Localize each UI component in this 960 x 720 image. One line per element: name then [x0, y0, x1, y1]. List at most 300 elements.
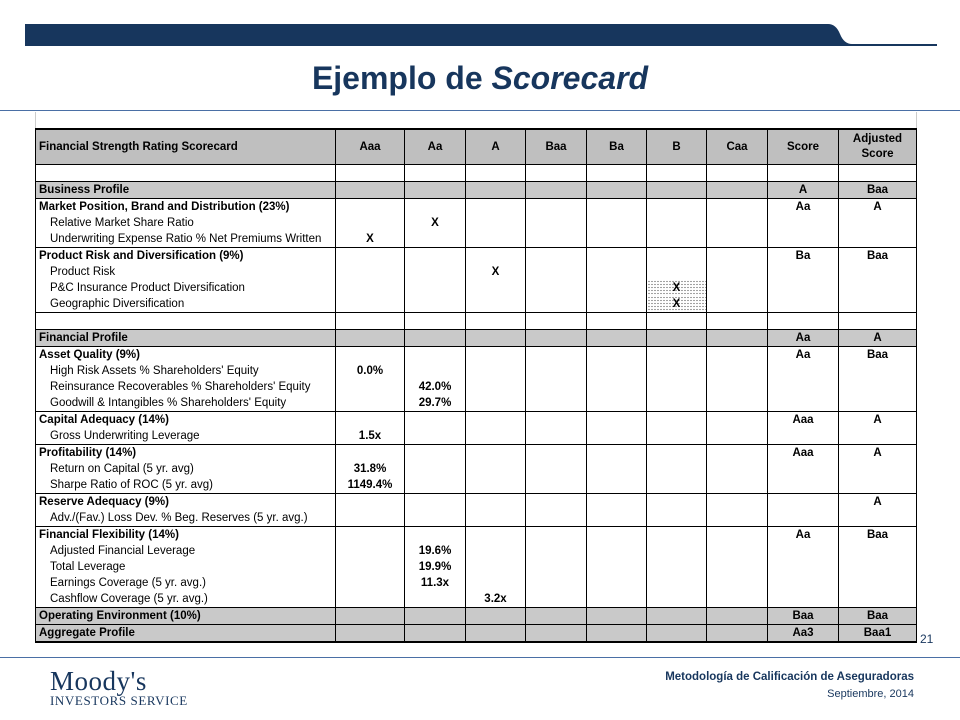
score-cell: Aa	[768, 527, 839, 544]
score-cell	[707, 347, 768, 364]
header-caa: Caa	[707, 129, 768, 165]
metric-row	[36, 280, 917, 296]
score-cell	[587, 527, 647, 544]
score-cell	[707, 428, 768, 445]
score-cell	[466, 527, 526, 544]
metric-row	[36, 231, 917, 248]
score-cell	[336, 313, 405, 330]
score-cell	[466, 412, 526, 429]
metric-row	[36, 363, 917, 379]
score-cell	[405, 477, 466, 494]
row-label: Sharpe Ratio of ROC (5 yr. avg)	[36, 477, 336, 494]
moodys-logo-subtitle: INVESTORS SERVICE	[50, 693, 188, 708]
score-cell	[768, 379, 839, 395]
score-cell: 19.9%	[405, 559, 466, 575]
row-label: Product Risk and Diversification (9%)	[36, 248, 336, 265]
score-cell	[336, 412, 405, 429]
score-cell	[707, 625, 768, 643]
score-cell	[647, 231, 707, 248]
score-cell	[587, 313, 647, 330]
score-cell	[587, 296, 647, 313]
score-cell	[405, 445, 466, 462]
score-cell	[405, 165, 466, 182]
factor-row	[36, 445, 917, 462]
score-cell	[587, 379, 647, 395]
score-cell	[466, 477, 526, 494]
score-cell	[647, 543, 707, 559]
score-cell	[466, 494, 526, 511]
score-cell	[647, 199, 707, 216]
score-cell	[768, 559, 839, 575]
score-cell	[707, 608, 768, 625]
score-cell	[647, 347, 707, 364]
score-cell	[647, 461, 707, 477]
score-cell	[647, 527, 707, 544]
score-cell	[336, 280, 405, 296]
score-cell	[707, 231, 768, 248]
score-cell	[587, 330, 647, 347]
score-cell	[707, 591, 768, 608]
score-cell	[587, 248, 647, 265]
score-cell	[526, 165, 587, 182]
score-cell	[466, 330, 526, 347]
header-b: B	[647, 129, 707, 165]
score-cell	[768, 494, 839, 511]
score-cell	[587, 494, 647, 511]
score-cell: A	[839, 412, 917, 429]
metric-row	[36, 575, 917, 591]
score-cell	[839, 264, 917, 280]
score-cell	[336, 575, 405, 591]
score-cell	[466, 625, 526, 643]
score-cell	[405, 296, 466, 313]
score-cell	[647, 428, 707, 445]
score-cell	[647, 165, 707, 182]
row-label: Product Risk	[36, 264, 336, 280]
factor-row	[36, 412, 917, 429]
score-cell	[768, 477, 839, 494]
score-cell	[466, 215, 526, 231]
score-cell	[839, 231, 917, 248]
score-cell	[336, 591, 405, 608]
score-cell	[647, 608, 707, 625]
score-cell	[707, 494, 768, 511]
scorecard-table	[35, 128, 917, 643]
score-cell	[405, 625, 466, 643]
slide-title-part2: Scorecard	[491, 60, 649, 96]
score-cell	[405, 412, 466, 429]
score-cell	[707, 313, 768, 330]
score-cell	[707, 543, 768, 559]
score-cell	[839, 395, 917, 412]
row-label: Financial Flexibility (14%)	[36, 527, 336, 544]
metric-row	[36, 559, 917, 575]
score-cell	[587, 543, 647, 559]
score-cell	[466, 363, 526, 379]
score-cell	[707, 363, 768, 379]
score-cell: Aa3	[768, 625, 839, 643]
score-cell	[336, 625, 405, 643]
metric-row	[36, 395, 917, 412]
metric-row	[36, 591, 917, 608]
score-cell	[707, 182, 768, 199]
score-cell	[466, 461, 526, 477]
score-cell	[466, 280, 526, 296]
score-cell	[336, 165, 405, 182]
score-cell: 11.3x	[405, 575, 466, 591]
factor-row	[36, 527, 917, 544]
score-cell	[587, 264, 647, 280]
score-cell: Aaa	[768, 412, 839, 429]
score-cell	[466, 575, 526, 591]
score-cell	[707, 575, 768, 591]
score-cell: A	[839, 330, 917, 347]
score-cell	[466, 395, 526, 412]
row-label: Reinsurance Recoverables % Shareholders' Equity	[36, 379, 336, 395]
row-label: Adv./(Fav.) Loss Dev. % Beg. Reserves (5 yr. avg.)	[36, 510, 336, 527]
row-label: Geographic Diversification	[36, 296, 336, 313]
score-cell	[336, 215, 405, 231]
score-cell	[466, 559, 526, 575]
score-cell	[526, 494, 587, 511]
score-cell	[526, 363, 587, 379]
score-cell: Aaa	[768, 445, 839, 462]
score-cell	[768, 428, 839, 445]
section-row	[36, 625, 917, 643]
score-cell	[466, 296, 526, 313]
score-cell	[466, 543, 526, 559]
score-cell	[839, 379, 917, 395]
score-cell	[336, 199, 405, 216]
score-cell	[526, 575, 587, 591]
score-cell	[336, 510, 405, 527]
footer-divider	[0, 657, 960, 658]
score-cell: 29.7%	[405, 395, 466, 412]
score-cell: Baa	[839, 347, 917, 364]
title-divider	[0, 110, 960, 111]
score-cell	[647, 379, 707, 395]
score-cell	[587, 591, 647, 608]
score-cell	[526, 395, 587, 412]
score-cell	[707, 445, 768, 462]
score-cell	[839, 165, 917, 182]
score-cell	[336, 543, 405, 559]
score-cell: X	[466, 264, 526, 280]
score-cell	[839, 313, 917, 330]
header-ba: Ba	[587, 129, 647, 165]
score-cell: 3.2x	[466, 591, 526, 608]
row-label: Reserve Adequacy (9%)	[36, 494, 336, 511]
spacer-row	[36, 165, 917, 182]
score-cell	[587, 165, 647, 182]
slide-title-part1: Ejemplo de	[311, 60, 492, 96]
score-cell	[526, 264, 587, 280]
metric-row	[36, 379, 917, 395]
score-cell	[647, 248, 707, 265]
score-cell	[336, 264, 405, 280]
score-cell	[526, 231, 587, 248]
metric-row	[36, 215, 917, 231]
score-cell	[526, 477, 587, 494]
score-cell	[839, 296, 917, 313]
score-cell: 31.8%	[336, 461, 405, 477]
score-cell	[336, 296, 405, 313]
footer-date: Septiembre, 2014	[827, 688, 914, 700]
score-cell	[526, 559, 587, 575]
score-cell	[707, 215, 768, 231]
score-cell: A	[839, 199, 917, 216]
score-cell: Baa	[839, 527, 917, 544]
score-cell	[587, 510, 647, 527]
score-cell	[405, 182, 466, 199]
score-cell	[707, 510, 768, 527]
score-cell	[839, 543, 917, 559]
score-cell	[466, 428, 526, 445]
score-cell	[768, 575, 839, 591]
row-label: Financial Profile	[36, 330, 336, 347]
score-cell	[405, 330, 466, 347]
header-baa: Baa	[526, 129, 587, 165]
footer-title: Metodología de Calificación de Aseguradoras	[665, 671, 914, 683]
slide-title	[0, 60, 960, 97]
row-label: Operating Environment (10%)	[36, 608, 336, 625]
score-cell	[768, 313, 839, 330]
score-cell	[466, 510, 526, 527]
row-label: Adjusted Financial Leverage	[36, 543, 336, 559]
row-label: P&C Insurance Product Diversification	[36, 280, 336, 296]
score-cell	[647, 215, 707, 231]
score-cell	[336, 445, 405, 462]
metric-row	[36, 510, 917, 527]
score-cell	[587, 215, 647, 231]
row-label: Cashflow Coverage (5 yr. avg.)	[36, 591, 336, 608]
score-cell	[466, 313, 526, 330]
score-cell: A	[768, 182, 839, 199]
row-label: Business Profile	[36, 182, 336, 199]
score-cell	[466, 445, 526, 462]
score-cell: Aa	[768, 330, 839, 347]
score-cell	[526, 445, 587, 462]
score-cell	[647, 330, 707, 347]
score-cell: Baa1	[839, 625, 917, 643]
score-cell: 42.0%	[405, 379, 466, 395]
header-a: A	[466, 129, 526, 165]
header-aaa: Aaa	[336, 129, 405, 165]
score-cell	[526, 330, 587, 347]
header-aa: Aa	[405, 129, 466, 165]
score-cell: Baa	[839, 608, 917, 625]
score-cell	[768, 264, 839, 280]
metric-row	[36, 543, 917, 559]
score-cell	[587, 347, 647, 364]
score-cell	[405, 264, 466, 280]
score-cell	[526, 510, 587, 527]
score-cell	[647, 182, 707, 199]
score-cell	[466, 347, 526, 364]
section-row	[36, 608, 917, 625]
score-cell: Aa	[768, 199, 839, 216]
score-cell	[587, 559, 647, 575]
score-cell	[336, 379, 405, 395]
score-cell	[839, 575, 917, 591]
score-cell: X	[336, 231, 405, 248]
score-cell	[336, 330, 405, 347]
score-cell	[405, 313, 466, 330]
score-cell	[839, 591, 917, 608]
score-cell	[466, 182, 526, 199]
score-cell	[526, 625, 587, 643]
score-cell	[647, 625, 707, 643]
row-label: Profitability (14%)	[36, 445, 336, 462]
score-cell: A	[839, 494, 917, 511]
score-cell	[466, 379, 526, 395]
row-label: High Risk Assets % Shareholders' Equity	[36, 363, 336, 379]
factor-row	[36, 199, 917, 216]
score-cell	[526, 313, 587, 330]
header-adjusted-score: Adjusted Score	[839, 129, 917, 165]
score-cell	[405, 527, 466, 544]
score-cell	[768, 461, 839, 477]
score-cell	[405, 248, 466, 265]
row-label: Relative Market Share Ratio	[36, 215, 336, 231]
score-cell	[707, 379, 768, 395]
score-cell	[707, 412, 768, 429]
score-cell: Aa	[768, 347, 839, 364]
score-cell	[587, 182, 647, 199]
score-cell	[839, 215, 917, 231]
table-header-row	[36, 129, 917, 165]
score-cell: 1149.4%	[336, 477, 405, 494]
score-cell	[768, 280, 839, 296]
score-cell: X	[647, 296, 707, 313]
score-cell	[526, 428, 587, 445]
score-cell	[839, 280, 917, 296]
score-cell	[647, 363, 707, 379]
header-score: Score	[768, 129, 839, 165]
score-cell	[839, 559, 917, 575]
score-cell	[526, 248, 587, 265]
score-cell	[647, 264, 707, 280]
score-cell	[405, 428, 466, 445]
score-cell	[336, 559, 405, 575]
score-cell	[526, 347, 587, 364]
score-cell	[647, 313, 707, 330]
score-cell	[336, 494, 405, 511]
score-cell	[707, 527, 768, 544]
score-cell	[587, 280, 647, 296]
score-cell	[768, 165, 839, 182]
score-cell	[587, 412, 647, 429]
score-cell	[587, 461, 647, 477]
score-cell	[405, 280, 466, 296]
score-cell	[768, 363, 839, 379]
score-cell	[587, 625, 647, 643]
score-cell	[839, 461, 917, 477]
score-cell	[336, 182, 405, 199]
page-number: 21	[920, 632, 934, 646]
score-cell	[336, 248, 405, 265]
row-label	[36, 165, 336, 182]
score-cell	[647, 575, 707, 591]
score-cell	[707, 280, 768, 296]
score-cell	[647, 395, 707, 412]
score-cell	[587, 608, 647, 625]
score-cell	[587, 363, 647, 379]
score-cell	[707, 199, 768, 216]
score-cell	[526, 296, 587, 313]
score-cell	[526, 215, 587, 231]
score-cell	[526, 608, 587, 625]
section-row	[36, 182, 917, 199]
score-cell: Baa	[768, 608, 839, 625]
score-cell	[526, 199, 587, 216]
score-cell	[526, 412, 587, 429]
score-cell	[707, 330, 768, 347]
row-label: Goodwill & Intangibles % Shareholders' Equity	[36, 395, 336, 412]
score-cell	[466, 231, 526, 248]
score-cell	[587, 199, 647, 216]
score-cell: X	[647, 280, 707, 296]
row-label: Market Position, Brand and Distribution (23%)	[36, 199, 336, 216]
score-cell	[405, 347, 466, 364]
score-cell	[707, 559, 768, 575]
score-cell	[707, 477, 768, 494]
score-cell	[647, 445, 707, 462]
score-cell	[647, 510, 707, 527]
score-cell	[768, 215, 839, 231]
row-label: Aggregate Profile	[36, 625, 336, 643]
score-cell	[466, 248, 526, 265]
score-cell	[336, 347, 405, 364]
score-cell	[768, 591, 839, 608]
score-cell	[647, 412, 707, 429]
score-cell	[526, 379, 587, 395]
factor-row	[36, 347, 917, 364]
score-cell	[839, 428, 917, 445]
score-cell	[405, 231, 466, 248]
row-label: Underwriting Expense Ratio % Net Premiums Written	[36, 231, 336, 248]
score-cell	[526, 461, 587, 477]
row-label	[36, 313, 336, 330]
score-cell	[405, 494, 466, 511]
score-cell	[526, 280, 587, 296]
score-cell: 0.0%	[336, 363, 405, 379]
score-cell	[587, 428, 647, 445]
score-cell	[768, 231, 839, 248]
row-label: Return on Capital (5 yr. avg)	[36, 461, 336, 477]
score-cell	[336, 527, 405, 544]
score-cell	[707, 461, 768, 477]
score-cell	[587, 575, 647, 591]
score-cell	[336, 608, 405, 625]
score-cell	[526, 182, 587, 199]
score-cell	[707, 248, 768, 265]
score-cell: 1.5x	[336, 428, 405, 445]
score-cell	[839, 477, 917, 494]
score-cell: Ba	[768, 248, 839, 265]
score-cell	[647, 477, 707, 494]
factor-row	[36, 248, 917, 265]
score-cell	[707, 395, 768, 412]
score-cell	[839, 510, 917, 527]
score-cell	[707, 264, 768, 280]
score-cell	[768, 296, 839, 313]
score-cell	[466, 165, 526, 182]
score-cell	[405, 363, 466, 379]
spacer-row	[36, 313, 917, 330]
score-cell	[405, 461, 466, 477]
score-cell	[768, 395, 839, 412]
